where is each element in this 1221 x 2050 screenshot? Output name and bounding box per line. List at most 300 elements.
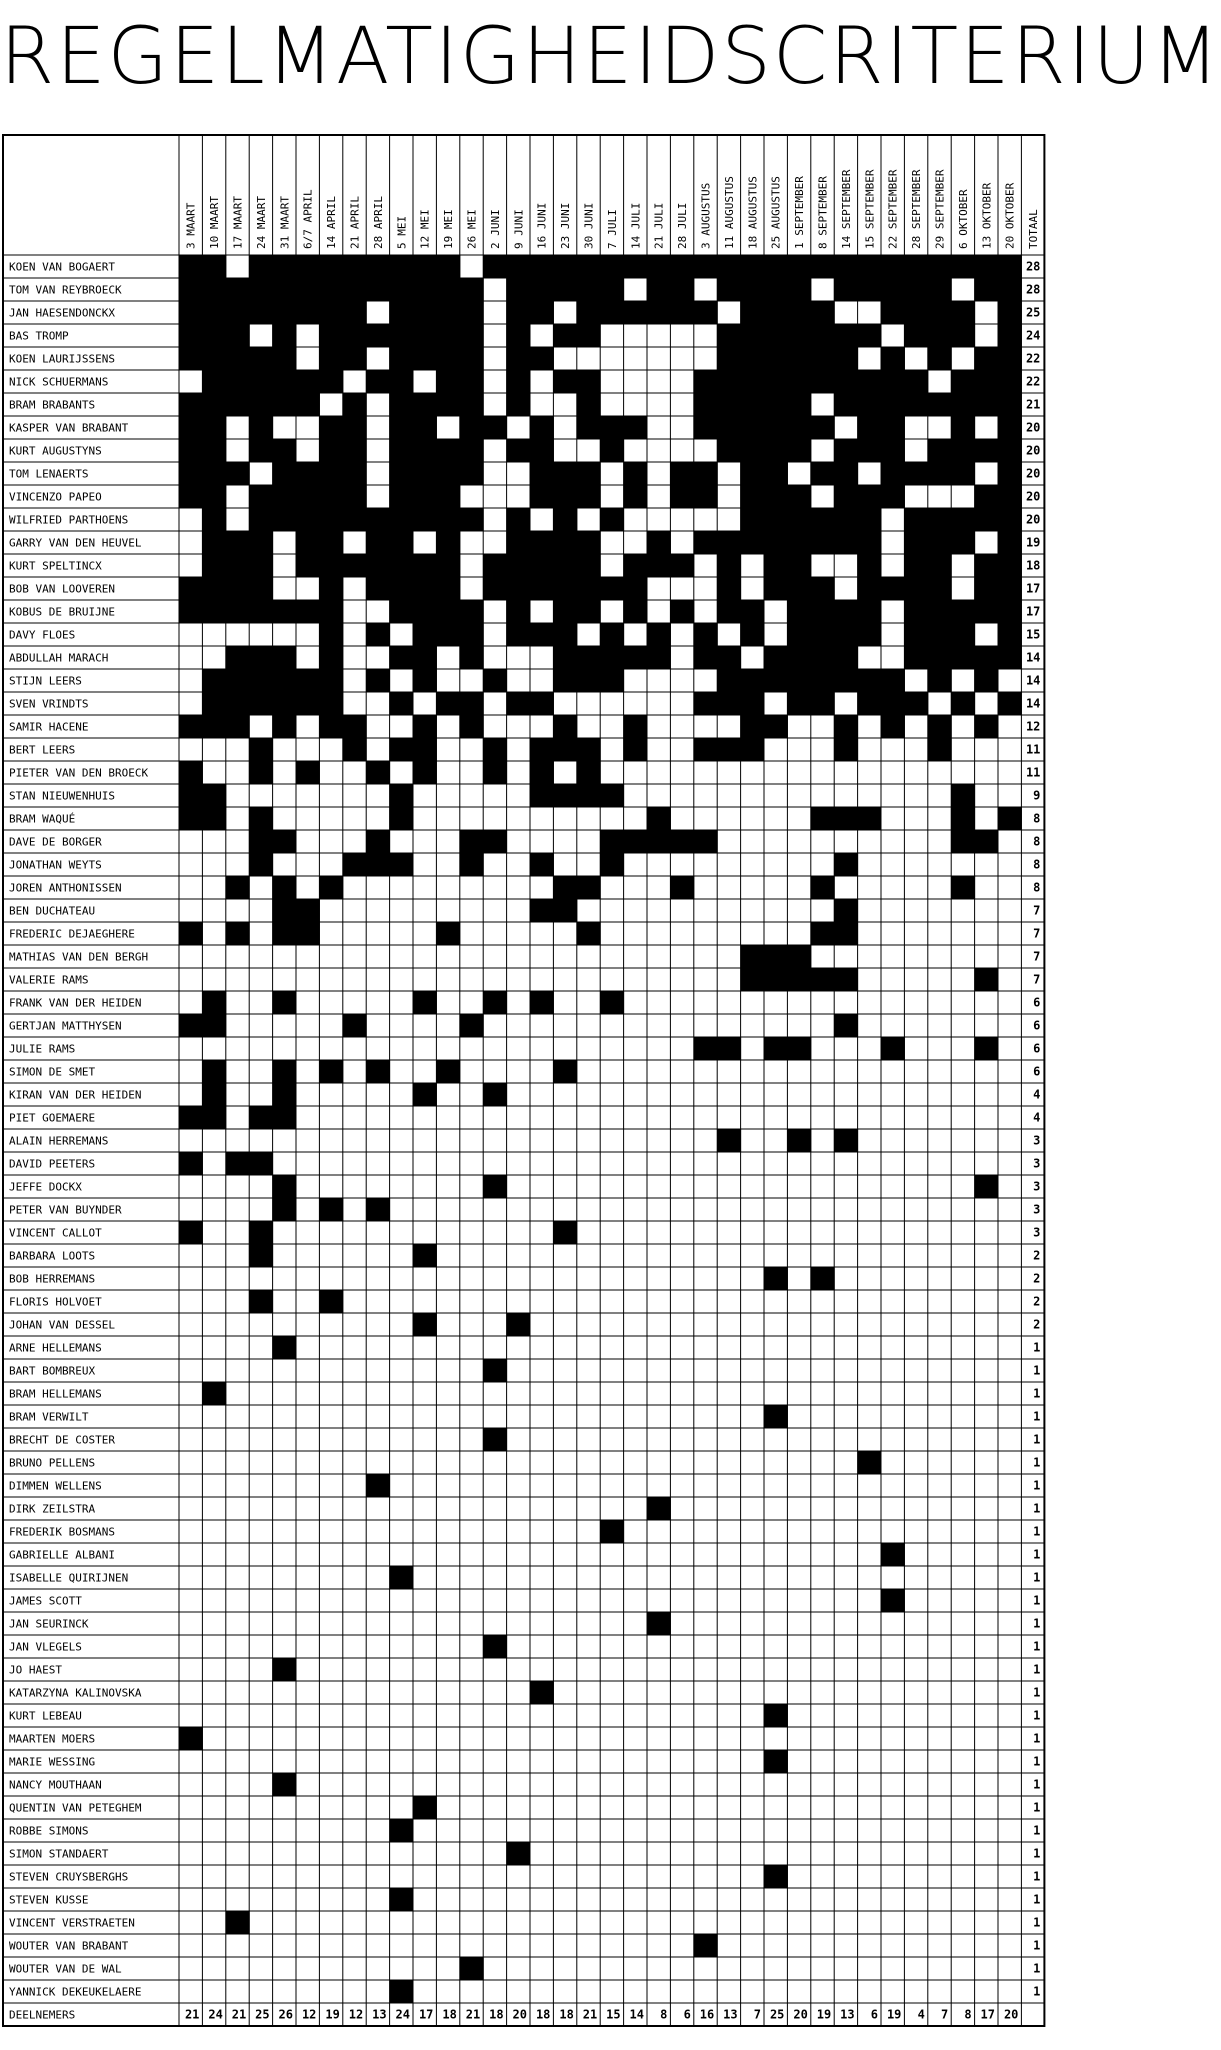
- filled-cell: [179, 1106, 203, 1130]
- filled-cell: [694, 301, 718, 325]
- row-total: 8: [1033, 880, 1041, 895]
- filled-cell: [858, 416, 882, 440]
- filled-cell: [273, 278, 297, 302]
- filled-cell: [928, 554, 952, 578]
- row-name: MAARTEN MOERS: [9, 1732, 96, 1746]
- filled-cell: [296, 255, 320, 279]
- filled-cell: [390, 531, 414, 555]
- filled-cell: [647, 301, 671, 325]
- filled-cell: [390, 692, 414, 716]
- filled-cell: [741, 600, 765, 624]
- column-header: 17 MAART: [231, 196, 245, 249]
- filled-cell: [530, 577, 554, 601]
- filled-cell: [273, 485, 297, 509]
- filled-cell: [507, 278, 531, 302]
- filled-cell: [577, 876, 601, 900]
- filled-cell: [390, 462, 414, 486]
- filled-cell: [928, 255, 952, 279]
- filled-cell: [975, 830, 999, 854]
- filled-cell: [577, 784, 601, 808]
- filled-cell: [764, 669, 788, 693]
- filled-cell: [179, 301, 203, 325]
- filled-cell: [390, 554, 414, 578]
- filled-cell: [249, 370, 273, 394]
- filled-cell: [343, 255, 367, 279]
- row-total: 6: [1033, 995, 1041, 1010]
- filled-cell: [343, 853, 367, 877]
- filled-cell: [226, 324, 250, 348]
- filled-cell: [577, 554, 601, 578]
- filled-cell: [834, 738, 858, 762]
- filled-cell: [249, 439, 273, 463]
- filled-cell: [811, 922, 835, 946]
- filled-cell: [764, 1750, 788, 1774]
- filled-cell: [577, 416, 601, 440]
- row-total: 8: [1033, 834, 1041, 849]
- row-total: 20: [1025, 489, 1041, 504]
- column-total: 13: [723, 2007, 738, 2022]
- row-total: 1: [1033, 1984, 1041, 1999]
- row-name: FREDERIK BOSMANS: [9, 1525, 115, 1539]
- filled-cell: [249, 1221, 273, 1245]
- row-total: 1: [1033, 1938, 1041, 1953]
- column-total: 8: [964, 2007, 972, 2022]
- filled-cell: [717, 554, 741, 578]
- filled-cell: [390, 301, 414, 325]
- filled-cell: [202, 807, 226, 831]
- filled-cell: [343, 324, 367, 348]
- filled-cell: [834, 393, 858, 417]
- filled-cell: [343, 416, 367, 440]
- filled-cell: [670, 278, 694, 302]
- filled-cell: [483, 761, 507, 785]
- filled-cell: [249, 669, 273, 693]
- filled-cell: [998, 324, 1022, 348]
- filled-cell: [904, 554, 928, 578]
- filled-cell: [413, 1313, 437, 1337]
- filled-cell: [530, 623, 554, 647]
- column-header: 8 SEPTEMBER: [816, 176, 830, 249]
- filled-cell: [249, 554, 273, 578]
- filled-cell: [273, 715, 297, 739]
- filled-cell: [226, 577, 250, 601]
- filled-cell: [366, 669, 390, 693]
- row-total: 9: [1033, 788, 1041, 803]
- filled-cell: [553, 577, 577, 601]
- filled-cell: [858, 1451, 882, 1475]
- filled-cell: [179, 600, 203, 624]
- row-total: 3: [1033, 1202, 1041, 1217]
- row-name: STEVEN CRUYSBERGHS: [9, 1870, 129, 1884]
- filled-cell: [881, 462, 905, 486]
- filled-cell: [787, 278, 811, 302]
- filled-cell: [834, 623, 858, 647]
- filled-cell: [273, 1336, 297, 1360]
- filled-cell: [904, 623, 928, 647]
- filled-cell: [951, 531, 975, 555]
- filled-cell: [600, 646, 624, 670]
- row-total: 1: [1033, 1501, 1041, 1516]
- filled-cell: [202, 439, 226, 463]
- filled-cell: [811, 531, 835, 555]
- filled-cell: [600, 623, 624, 647]
- filled-cell: [249, 485, 273, 509]
- filled-cell: [998, 600, 1022, 624]
- filled-cell: [436, 393, 460, 417]
- filled-cell: [436, 554, 460, 578]
- filled-cell: [202, 347, 226, 371]
- column-total: 17: [980, 2007, 995, 2022]
- row-total: 20: [1025, 443, 1041, 458]
- filled-cell: [764, 347, 788, 371]
- filled-cell: [951, 393, 975, 417]
- row-name: MATHIAS VAN DEN BERGH: [9, 950, 149, 964]
- filled-cell: [670, 255, 694, 279]
- filled-cell: [741, 370, 765, 394]
- filled-cell: [202, 1106, 226, 1130]
- filled-cell: [904, 278, 928, 302]
- filled-cell: [717, 600, 741, 624]
- filled-cell: [764, 278, 788, 302]
- column-total: 17: [418, 2007, 434, 2022]
- filled-cell: [998, 439, 1022, 463]
- filled-cell: [460, 278, 484, 302]
- filled-cell: [881, 715, 905, 739]
- row-total: 8: [1033, 811, 1041, 826]
- row-name: DIMMEN WELLENS: [9, 1479, 102, 1493]
- filled-cell: [904, 646, 928, 670]
- filled-cell: [343, 347, 367, 371]
- filled-cell: [624, 738, 648, 762]
- filled-cell: [413, 301, 437, 325]
- filled-cell: [226, 669, 250, 693]
- filled-cell: [202, 784, 226, 808]
- filled-cell: [881, 485, 905, 509]
- filled-cell: [273, 1083, 297, 1107]
- row-name: BERT LEERS: [9, 743, 76, 757]
- filled-cell: [202, 577, 226, 601]
- filled-cell: [530, 347, 554, 371]
- row-name: KIRAN VAN DER HEIDEN: [9, 1088, 142, 1102]
- filled-cell: [226, 531, 250, 555]
- filled-cell: [460, 439, 484, 463]
- column-total: 18: [535, 2007, 551, 2022]
- row-total: 1: [1033, 1616, 1041, 1631]
- row-name: BRECHT DE COSTER: [9, 1433, 115, 1447]
- row-name: BRAM BRABANTS: [9, 398, 96, 412]
- row-total: 1: [1033, 1869, 1041, 1884]
- filled-cell: [951, 600, 975, 624]
- row-name: KOBUS DE BRUIJNE: [9, 605, 115, 619]
- filled-cell: [975, 347, 999, 371]
- filled-cell: [226, 278, 250, 302]
- filled-cell: [858, 255, 882, 279]
- filled-cell: [647, 278, 671, 302]
- filled-cell: [179, 577, 203, 601]
- filled-cell: [741, 278, 765, 302]
- row-name: BRAM WAQUÉ: [9, 812, 76, 826]
- row-name: GABRIELLE ALBANI: [9, 1548, 115, 1562]
- filled-cell: [998, 577, 1022, 601]
- filled-cell: [600, 508, 624, 532]
- column-header: 22 SEPTEMBER: [886, 169, 900, 249]
- filled-cell: [249, 692, 273, 716]
- filled-cell: [249, 738, 273, 762]
- filled-cell: [764, 1267, 788, 1291]
- column-total: 18: [489, 2007, 504, 2022]
- filled-cell: [928, 393, 952, 417]
- filled-cell: [530, 301, 554, 325]
- filled-cell: [600, 830, 624, 854]
- filled-cell: [436, 370, 460, 394]
- filled-cell: [928, 301, 952, 325]
- row-total: 14: [1025, 673, 1041, 688]
- row-total: 3: [1033, 1133, 1041, 1148]
- total-header: TOTAAL: [1026, 209, 1040, 249]
- filled-cell: [881, 347, 905, 371]
- filled-cell: [483, 1175, 507, 1199]
- filled-cell: [319, 1060, 343, 1084]
- column-header: 2 JUNI: [488, 209, 502, 249]
- filled-cell: [577, 531, 601, 555]
- row-name: BOB HERREMANS: [9, 1272, 96, 1286]
- filled-cell: [366, 1474, 390, 1498]
- filled-cell: [553, 738, 577, 762]
- row-total: 2: [1033, 1294, 1041, 1309]
- filled-cell: [858, 324, 882, 348]
- filled-cell: [764, 370, 788, 394]
- row-name: KOEN VAN BOGAERT: [9, 260, 115, 274]
- filled-cell: [483, 1359, 507, 1383]
- filled-cell: [881, 370, 905, 394]
- filled-cell: [998, 485, 1022, 509]
- filled-cell: [951, 830, 975, 854]
- filled-cell: [787, 531, 811, 555]
- filled-cell: [249, 1290, 273, 1314]
- filled-cell: [366, 255, 390, 279]
- row-total: 19: [1025, 535, 1041, 550]
- filled-cell: [834, 462, 858, 486]
- row-name: BARBARA LOOTS: [9, 1249, 96, 1263]
- filled-cell: [273, 876, 297, 900]
- filled-cell: [998, 508, 1022, 532]
- filled-cell: [764, 485, 788, 509]
- filled-cell: [624, 600, 648, 624]
- filled-cell: [624, 577, 648, 601]
- column-total: 14: [629, 2007, 644, 2022]
- filled-cell: [390, 853, 414, 877]
- row-name: JAN VLEGELS: [9, 1640, 82, 1654]
- filled-cell: [858, 370, 882, 394]
- filled-cell: [764, 715, 788, 739]
- filled-cell: [460, 462, 484, 486]
- row-total: 1: [1033, 1708, 1041, 1723]
- filled-cell: [390, 1888, 414, 1912]
- filled-cell: [998, 393, 1022, 417]
- filled-cell: [975, 1037, 999, 1061]
- filled-cell: [530, 738, 554, 762]
- filled-cell: [413, 393, 437, 417]
- filled-cell: [577, 738, 601, 762]
- filled-cell: [553, 531, 577, 555]
- filled-cell: [951, 416, 975, 440]
- row-total: 7: [1033, 972, 1041, 987]
- row-name: STEVEN KUSSE: [9, 1893, 89, 1907]
- filled-cell: [624, 416, 648, 440]
- filled-cell: [507, 324, 531, 348]
- filled-cell: [413, 1244, 437, 1268]
- filled-cell: [366, 370, 390, 394]
- filled-cell: [951, 807, 975, 831]
- row-name: JULIE RAMS: [9, 1042, 76, 1056]
- filled-cell: [858, 669, 882, 693]
- filled-cell: [998, 807, 1022, 831]
- filled-cell: [296, 393, 320, 417]
- row-total: 6: [1033, 1018, 1041, 1033]
- filled-cell: [390, 370, 414, 394]
- filled-cell: [179, 462, 203, 486]
- filled-cell: [202, 554, 226, 578]
- column-total: 12: [348, 2007, 364, 2022]
- column-total: 20: [793, 2007, 808, 2022]
- row-total: 4: [1033, 1087, 1041, 1102]
- filled-cell: [624, 715, 648, 739]
- filled-cell: [507, 301, 531, 325]
- filled-cell: [366, 324, 390, 348]
- filled-cell: [343, 738, 367, 762]
- filled-cell: [436, 531, 460, 555]
- column-total: 19: [886, 2007, 902, 2022]
- filled-cell: [717, 370, 741, 394]
- column-header: 30 JUNI: [582, 202, 596, 249]
- filled-cell: [577, 669, 601, 693]
- filled-cell: [647, 531, 671, 555]
- filled-cell: [717, 577, 741, 601]
- filled-cell: [296, 692, 320, 716]
- filled-cell: [834, 669, 858, 693]
- filled-cell: [577, 600, 601, 624]
- filled-cell: [202, 370, 226, 394]
- row-total: 1: [1033, 1915, 1041, 1930]
- filled-cell: [273, 255, 297, 279]
- filled-cell: [904, 531, 928, 555]
- filled-cell: [998, 347, 1022, 371]
- filled-cell: [811, 1267, 835, 1291]
- filled-cell: [553, 623, 577, 647]
- filled-cell: [319, 692, 343, 716]
- filled-cell: [764, 968, 788, 992]
- filled-cell: [928, 278, 952, 302]
- filled-cell: [998, 623, 1022, 647]
- filled-cell: [624, 554, 648, 578]
- filled-cell: [717, 324, 741, 348]
- row-name: FLORIS HOLVOET: [9, 1295, 102, 1309]
- filled-cell: [787, 945, 811, 969]
- filled-cell: [202, 600, 226, 624]
- filled-cell: [179, 715, 203, 739]
- filled-cell: [530, 255, 554, 279]
- column-total: 21: [465, 2007, 481, 2022]
- filled-cell: [319, 278, 343, 302]
- filled-cell: [460, 646, 484, 670]
- filled-cell: [296, 462, 320, 486]
- chart-title: REGELMATIGHEIDSCRITERIUM: [0, 12, 1221, 102]
- filled-cell: [764, 439, 788, 463]
- filled-cell: [834, 347, 858, 371]
- filled-cell: [577, 646, 601, 670]
- filled-cell: [811, 416, 835, 440]
- filled-cell: [530, 554, 554, 578]
- row-name: NICK SCHUERMANS: [9, 375, 109, 389]
- filled-cell: [553, 669, 577, 693]
- filled-cell: [717, 1037, 741, 1061]
- column-header: 29 SEPTEMBER: [933, 169, 947, 249]
- filled-cell: [577, 922, 601, 946]
- filled-cell: [202, 416, 226, 440]
- filled-cell: [343, 278, 367, 302]
- column-header: 9 JUNI: [512, 209, 526, 249]
- filled-cell: [319, 255, 343, 279]
- column-header: 15 SEPTEMBER: [863, 169, 877, 249]
- filled-cell: [413, 278, 437, 302]
- filled-cell: [717, 692, 741, 716]
- row-total: 1: [1033, 1731, 1041, 1746]
- filled-cell: [951, 370, 975, 394]
- row-name: DAVID PEETERS: [9, 1157, 96, 1171]
- filled-cell: [741, 715, 765, 739]
- filled-cell: [741, 324, 765, 348]
- filled-cell: [717, 393, 741, 417]
- column-total: 7: [940, 2007, 949, 2022]
- filled-cell: [436, 278, 460, 302]
- filled-cell: [975, 1175, 999, 1199]
- filled-cell: [975, 669, 999, 693]
- filled-cell: [811, 876, 835, 900]
- column-total: 21: [184, 2007, 200, 2022]
- filled-cell: [507, 393, 531, 417]
- column-header: 14 SEPTEMBER: [839, 169, 853, 249]
- filled-cell: [296, 301, 320, 325]
- filled-cell: [179, 439, 203, 463]
- filled-cell: [998, 646, 1022, 670]
- column-total: 18: [442, 2007, 457, 2022]
- filled-cell: [460, 370, 484, 394]
- filled-cell: [577, 278, 601, 302]
- filled-cell: [553, 324, 577, 348]
- filled-cell: [811, 623, 835, 647]
- filled-cell: [273, 600, 297, 624]
- filled-cell: [319, 508, 343, 532]
- filled-cell: [577, 577, 601, 601]
- filled-cell: [600, 853, 624, 877]
- filled-cell: [530, 485, 554, 509]
- filled-cell: [343, 508, 367, 532]
- filled-cell: [483, 991, 507, 1015]
- filled-cell: [273, 830, 297, 854]
- row-total: 14: [1025, 696, 1041, 711]
- filled-cell: [202, 485, 226, 509]
- filled-cell: [530, 531, 554, 555]
- row-name: GERTJAN MATTHYSEN: [9, 1019, 122, 1033]
- filled-cell: [951, 784, 975, 808]
- filled-cell: [811, 968, 835, 992]
- filled-cell: [273, 301, 297, 325]
- filled-cell: [600, 577, 624, 601]
- filled-cell: [179, 922, 203, 946]
- filled-cell: [202, 531, 226, 555]
- filled-cell: [530, 761, 554, 785]
- filled-cell: [998, 416, 1022, 440]
